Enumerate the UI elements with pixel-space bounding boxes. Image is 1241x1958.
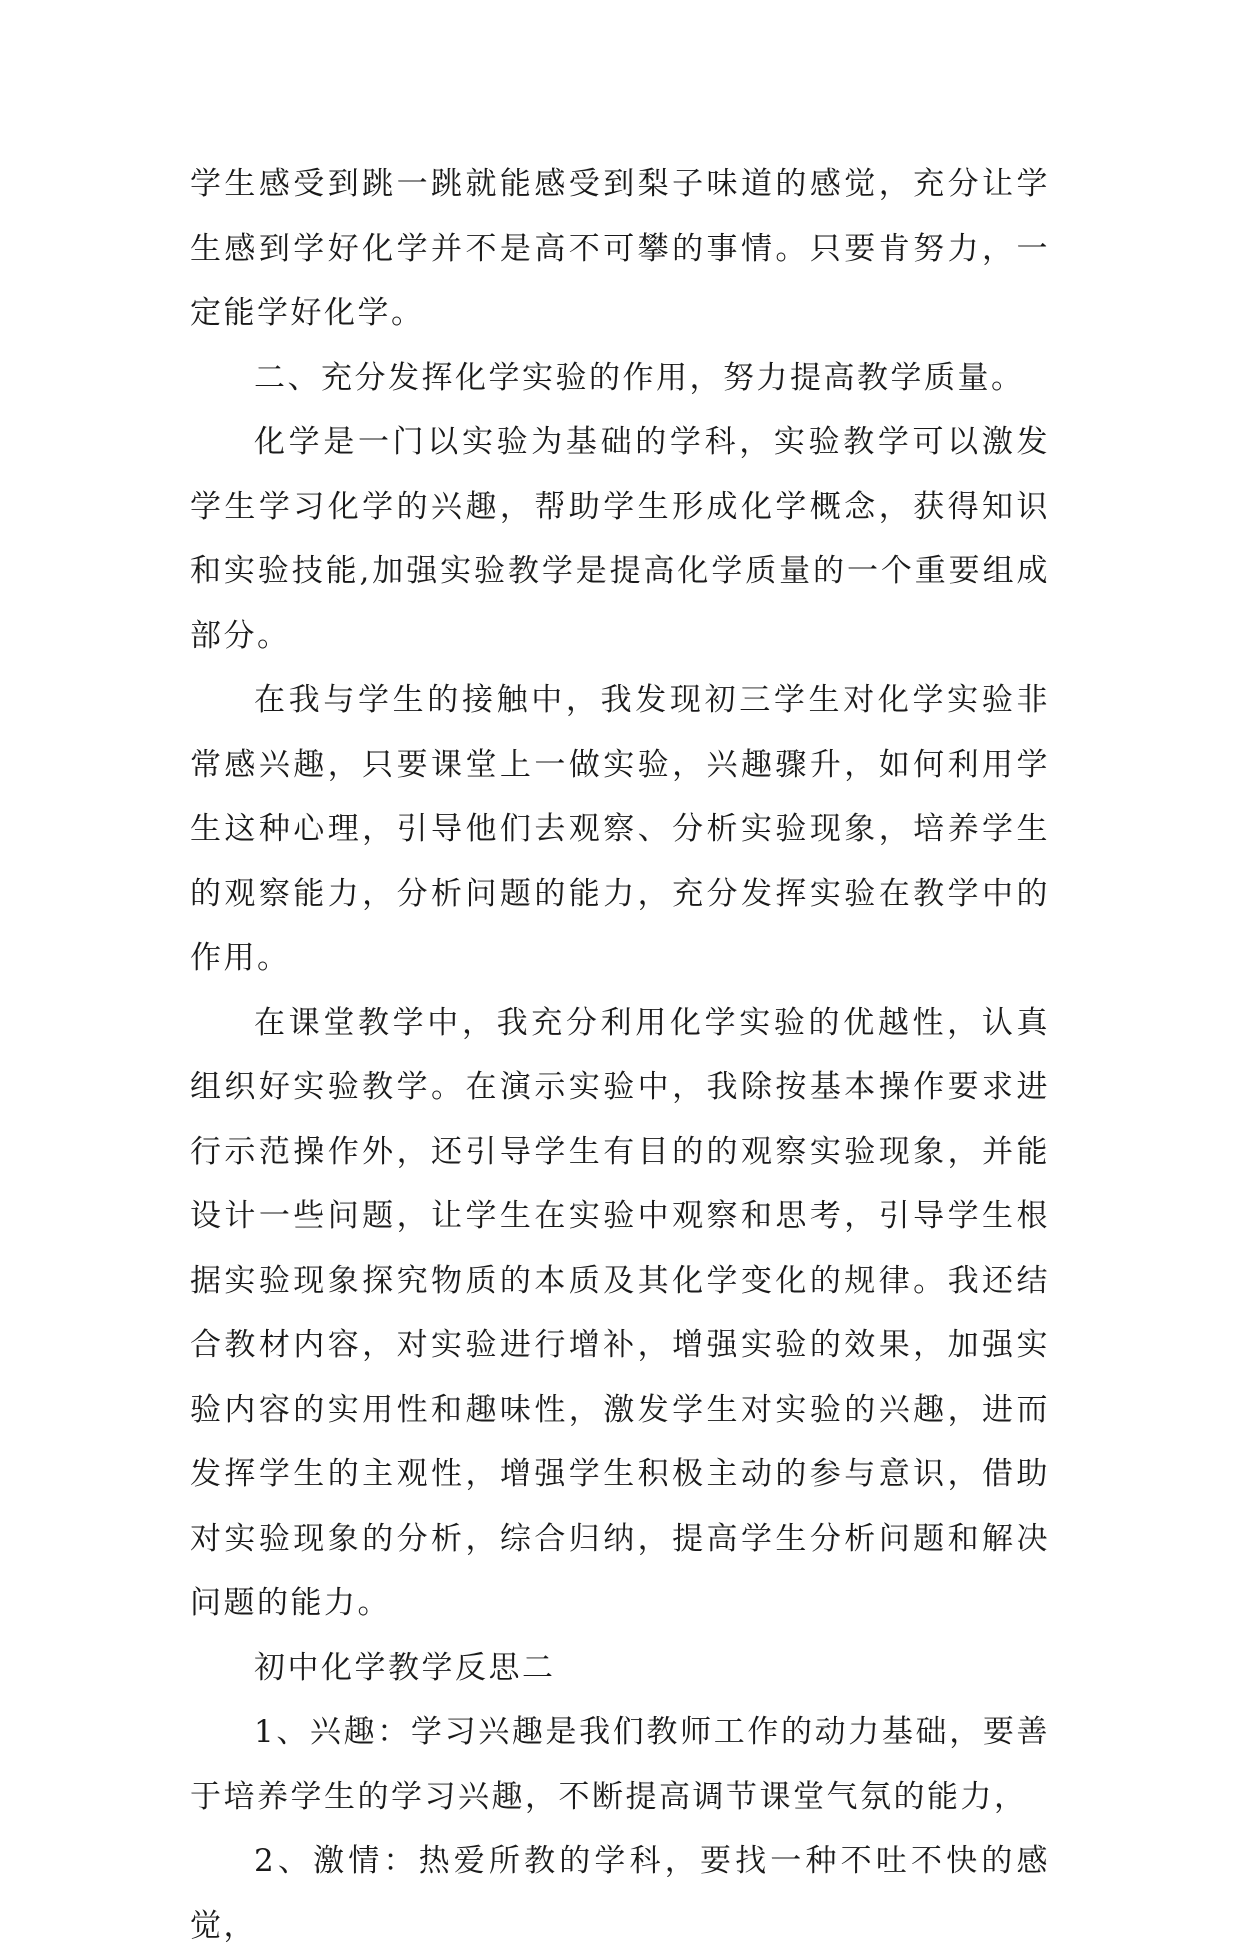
section-title-reflection-2: 初中化学教学反思二: [254, 1649, 556, 1686]
paragraph-experiment-basis: 化学是一门以实验为基础的学科，实验教学可以激发学生学习化学的兴趣，帮助学生形成化学概念，获得知识和实验技能,加强实验教学是提高化学质量的一个重要组成部分。: [190, 424, 1050, 654]
section-heading-2: 二、充分发挥化学实验的作用，努力提高教学质量。: [254, 359, 1025, 396]
paragraph-student-interest: 在我与学生的接触中，我发现初三学生对化学实验非常感兴趣，只要课堂上一做实验，兴趣骤升，如何利用学生这种心理，引导他们去观察、分析实验现象，培养学生的观察能力，分析问题的能力，充分发挥实验在教学中的作用。: [190, 682, 1050, 976]
list-item-passion: 2、激情：热爱所教的学科，要找一种不吐不快的感觉，: [190, 1843, 1050, 1944]
paragraph-classroom-teaching: 在课堂教学中，我充分利用化学实验的优越性，认真组织好实验教学。在演示实验中，我除按基本操作要求进行示范操作外，还引导学生有目的的观察实验现象，并能设计一些问题，让学生在实验中观察和思考，引导学生根据实验现象探究物质的本质及其化学变化的规律。我还结合教材内容，对实验进行增补，增强实验的效果，加强实验内容的实用性和趣味性，激发学生对实验的兴趣，进而发挥学生的主观性，增强学生积极主动的参与意识，借助对实验现象的分析，综合归纳，提高学生分析问题和解决问题的能力。: [190, 1004, 1050, 1621]
paragraph-continuation: 学生感受到跳一跳就能感受到梨子味道的感觉，充分让学生感到学好化学并不是高不可攀的事情。只要肯努力，一定能学好化学。: [190, 166, 1050, 331]
document-body: [190, 152, 1050, 1958]
list-item-interest: 1、兴趣：学习兴趣是我们教师工作的动力基础，要善于培养学生的学习兴趣，不断提高调节课堂气氛的能力，: [190, 1714, 1050, 1815]
